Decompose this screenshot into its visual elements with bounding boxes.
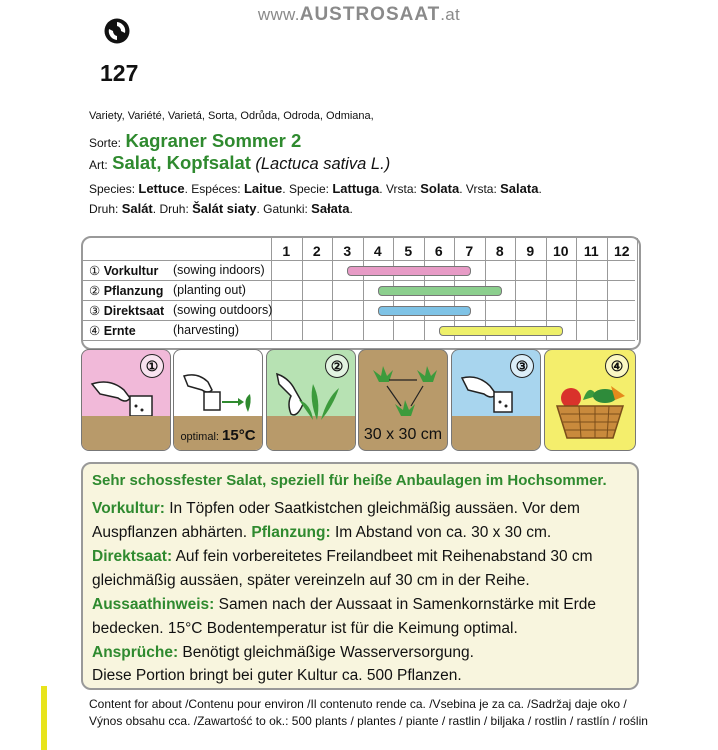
grid-vline (271, 238, 272, 340)
pictogram-harvest (544, 349, 636, 451)
direktsaat-text: Auf fein vorbereitetes Freilandbeet mit Reihenabstand 30 cm (172, 548, 593, 565)
yellow-edge-strip (41, 686, 47, 750)
schedule-row-label (89, 303, 273, 318)
druh-label: Druh: (89, 202, 119, 216)
content-line-2: Výnos obsahu cca. /Zawartość to ok.: 500 plants / plantes / piante / rastlin / biljaka / rostlin / rastlín / roślin (89, 714, 648, 728)
ansprueche-text: Benötigt gleichmäßige Wasserversorgung. (178, 644, 474, 661)
month-label: 12 (613, 243, 630, 259)
row-name: Vorkultur (103, 264, 159, 278)
vorkultur-line-2 (92, 524, 551, 542)
site-prefix: www. (257, 5, 300, 24)
month-label: 9 (526, 243, 535, 259)
aussaat-line-2: bedecken. 15°C Bodentemperatur ist für die Keimung optimal. (92, 620, 518, 637)
site-suffix: .at (440, 5, 461, 24)
species-value: Solata (420, 181, 460, 196)
row-name: Pflanzung (103, 284, 164, 298)
schedule-bar (378, 306, 472, 316)
species-value: Lattuga (332, 181, 380, 196)
month-label: 1 (282, 243, 291, 259)
trowel-plant-icon (273, 370, 349, 426)
sowing-schedule (81, 236, 641, 350)
seedling-arrow-icon (182, 372, 256, 416)
grid-vline (332, 238, 333, 340)
grid-hline (83, 260, 635, 261)
step-number-badge: ① (140, 354, 164, 378)
grid-vline (302, 238, 303, 340)
schedule-row-label (89, 283, 246, 298)
direktsaat-line-1 (92, 548, 593, 566)
druh-label: Druh: (159, 202, 189, 216)
vorkultur-line-1 (92, 500, 580, 518)
pictogram-sowing-outdoors (451, 349, 541, 451)
row-name: Direktsaat (103, 304, 165, 318)
grid-hline (83, 340, 635, 341)
grid-vline (546, 238, 547, 340)
step-number-badge: ③ (510, 354, 534, 378)
hand-sowing-outdoors-icon (460, 374, 532, 418)
spacing-caption: 30 x 30 cm (363, 426, 443, 443)
row-name: Ernte (103, 324, 136, 338)
grid-vline (607, 238, 608, 340)
aussaat-label: Aussaathinweis: (92, 596, 215, 613)
art-line (89, 152, 390, 174)
druh-label: Gatunki: (263, 202, 308, 216)
grid-vline (637, 238, 638, 340)
species-value: Lettuce (138, 181, 185, 196)
grid-hline (83, 300, 635, 301)
caption-temperature: 15°C (222, 427, 256, 444)
species-value: Laitue (243, 181, 283, 196)
month-label: 7 (465, 243, 474, 259)
species-label: Espéces: (191, 182, 241, 196)
variety-languages: Variety, Variété, Varietá, Sorta, Odrůda, Odroda, Odmiana, (89, 110, 374, 122)
month-label: 6 (434, 243, 443, 259)
sorte-value: Kagraner Sommer 2 (125, 130, 302, 151)
pictogram-planting-out (266, 349, 356, 451)
sorte-line (89, 130, 301, 152)
step-number-badge: ② (325, 354, 349, 378)
druh-line: Druh: Salát. Druh: Šalát siaty. Gatunki: Sałata. (89, 201, 353, 216)
species-label: Vrsta: (385, 182, 417, 196)
site-name: AUSTROSAAT (299, 4, 441, 25)
schedule-row-label (89, 323, 239, 338)
schedule-bar (347, 266, 471, 276)
species-label: Species: (89, 182, 136, 196)
vegetable-basket-icon (549, 376, 631, 442)
grid-vline (363, 238, 364, 340)
pflanzung-text: Im Abstand von ca. 30 x 30 cm. (330, 524, 552, 541)
month-label: 5 (404, 243, 413, 259)
pflanzung-label: Pflanzung: (251, 524, 331, 541)
portion-line: Diese Portion bringt bei guter Kultur ca. 500 Pflanzen. (92, 667, 462, 684)
sorte-label: Sorte: (89, 136, 122, 150)
hand-sowing-icon (90, 376, 160, 416)
step-number-badge: ④ (605, 354, 629, 378)
row-translation: (harvesting) (173, 323, 239, 337)
month-label: 3 (343, 243, 352, 259)
row-symbol: ① (89, 264, 101, 278)
grid-hline (83, 320, 635, 321)
species-line: Species: Lettuce. Espéces: Laitue. Specie: Lattuga. Vrsta: Solata. Vrsta: Salata. (89, 181, 542, 196)
species-label: Specie: (288, 182, 329, 196)
aussaat-text: Samen nach der Aussaat in Samenkornstärke mit Erde (214, 596, 596, 613)
schedule-bar (439, 326, 563, 336)
pictogram-germination (173, 349, 263, 451)
art-value: Salat, Kopfsalat (112, 152, 251, 173)
vorkultur-text: In Töpfen oder Saatkistchen gleichmäßig aussäen. Vor dem (164, 500, 580, 517)
info-headline: Sehr schossfester Salat, speziell für heiße Anbaulagen im Hochsommer. (92, 472, 607, 489)
row-translation: (sowing indoors) (173, 263, 265, 277)
art-latin: (Lactuca sativa L.) (255, 155, 391, 173)
direktsaat-line-2: gleichmäßig aussäen, später vereinzeln auf 30 cm in der Reihe. (92, 572, 530, 589)
caption-label: optimal: (180, 431, 219, 443)
month-label: 11 (583, 243, 599, 259)
ansprueche-label: Ansprüche: (92, 644, 179, 661)
month-label: 10 (552, 243, 569, 259)
schedule-bar (378, 286, 502, 296)
vorkultur-label: Vorkultur: (92, 500, 165, 517)
druh-value: Sałata (311, 201, 350, 216)
direktsaat-label: Direktsaat: (92, 548, 173, 565)
schedule-row-label (89, 263, 265, 278)
grid-vline (515, 238, 516, 340)
row-symbol: ③ (89, 304, 101, 318)
row-symbol: ④ (89, 324, 101, 338)
pictogram-strip (81, 349, 637, 451)
recycle-logo-icon (104, 18, 130, 44)
grid-vline (576, 238, 577, 340)
article-number: 127 (100, 60, 139, 86)
month-label: 4 (373, 243, 382, 259)
month-label: 8 (495, 243, 504, 259)
pictogram-sowing-indoors (81, 349, 171, 451)
grid-hline (83, 280, 635, 281)
content-line-1: Content for about /Contenu pour environ /Il contenuto rende ca. /Vsebina je za ca. /Sadržaj daje oko / (89, 697, 627, 711)
vorkultur-text-cont: Auspflanzen abhärten. (92, 524, 252, 541)
row-symbol: ② (89, 284, 101, 298)
aussaat-line-1 (92, 596, 596, 614)
plant-spacing-icon (365, 364, 441, 422)
cultivation-info-box (81, 462, 639, 690)
pictogram-spacing (358, 349, 448, 451)
ansprueche-line (92, 644, 474, 662)
row-translation: (sowing outdoors) (173, 303, 273, 317)
art-label: Art: (89, 158, 108, 172)
druh-value: Salát (121, 201, 153, 216)
druh-value: Šalát siaty (192, 201, 257, 216)
species-label: Vrsta: (465, 182, 497, 196)
species-value: Salata (500, 181, 539, 196)
germination-caption (174, 427, 262, 444)
row-translation: (planting out) (173, 283, 246, 297)
month-label: 2 (312, 243, 321, 259)
